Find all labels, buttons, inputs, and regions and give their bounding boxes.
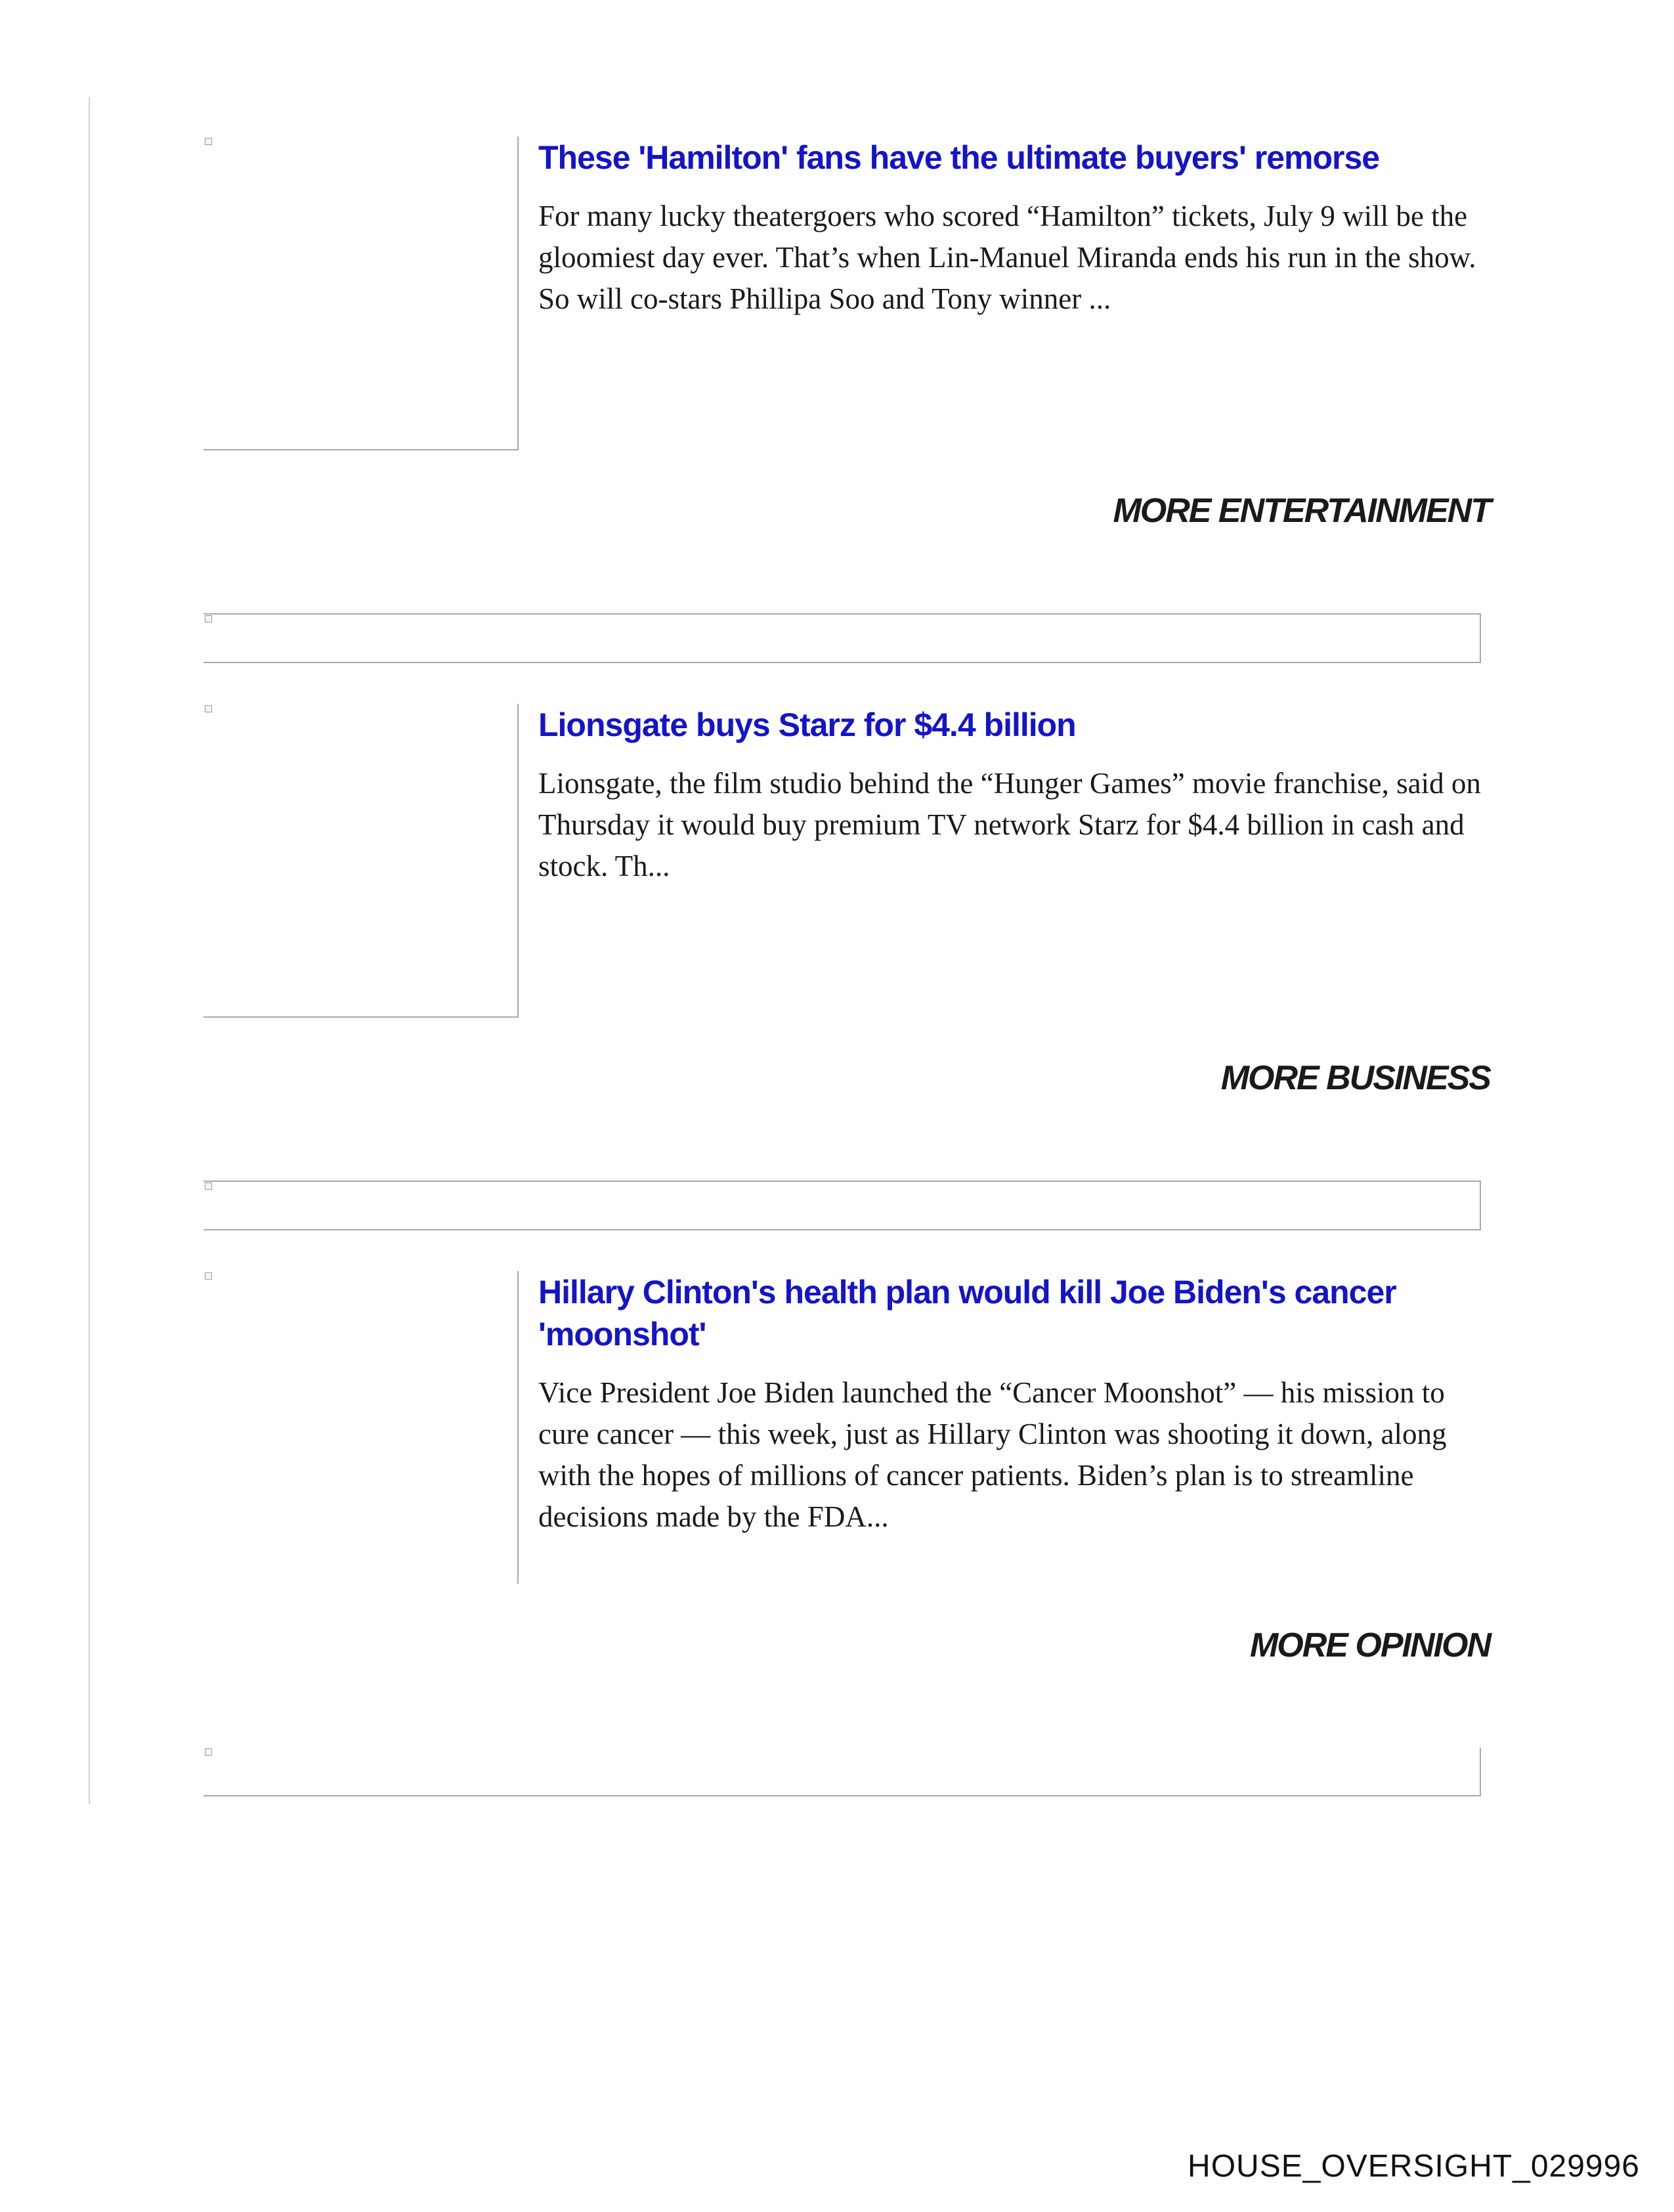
story-summary: Lionsgate, the film studio behind the “Hunger Games” movie franchise, said on Thursday it would buy premium TV network Starz for $4.4 billion in cash and stock. Th... <box>538 767 1481 882</box>
broken-image-icon <box>205 138 212 145</box>
image-placeholder-note <box>214 705 450 708</box>
story-headline-link[interactable]: These 'Hamilton' fans have the ultimate buyers' remorse <box>538 139 1380 176</box>
left-margin-rule <box>89 97 90 1804</box>
more-opinion-link[interactable]: MORE OPINION <box>1249 1626 1490 1664</box>
story-card-entertainment <box>204 137 1490 452</box>
story-thumbnail-placeholder[interactable] <box>204 704 519 1018</box>
ad-placeholder-box <box>204 1181 1481 1230</box>
broken-image-icon <box>205 615 212 622</box>
story-text <box>538 704 1490 887</box>
image-placeholder-note <box>214 1748 450 1752</box>
image-placeholder-note <box>214 1182 450 1186</box>
broken-image-icon <box>205 705 212 712</box>
story-card-opinion <box>204 1271 1490 1586</box>
story-headline-link[interactable]: Hillary Clinton's health plan would kill Joe Biden's cancer 'moonshot' <box>538 1274 1396 1353</box>
story-thumbnail-placeholder[interactable] <box>204 137 519 450</box>
story-text <box>538 1271 1490 1538</box>
story-headline-link[interactable]: Lionsgate buys Starz for $4.4 billion <box>538 706 1076 743</box>
image-placeholder-note <box>214 137 450 141</box>
ad-placeholder-box <box>204 1748 1481 1796</box>
broken-image-icon <box>205 1748 212 1756</box>
story-thumbnail-placeholder[interactable] <box>204 1271 519 1584</box>
ad-placeholder-box <box>204 613 1481 663</box>
broken-image-icon <box>205 1182 212 1190</box>
story-summary: Vice President Joe Biden launched the “Cancer Moonshot” — his mission to cure cancer — this week, just as Hillary Clinton was shooting it down, along with the hopes of millions of cancer patients. Biden’s plan is to streamline decisions made by the FDA... <box>538 1376 1447 1533</box>
image-placeholder-note <box>214 1272 450 1276</box>
story-text <box>538 137 1490 320</box>
document-id-footer: HOUSE_OVERSIGHT_029996 <box>1188 2149 1640 2184</box>
more-entertainment-link[interactable]: MORE ENTERTAINMENT <box>1113 492 1490 530</box>
story-summary: For many lucky theatergoers who scored “Hamilton” tickets, July 9 will be the gloomiest day ever. That’s when Lin-Manuel Miranda ends his run in the show. So will co-stars Phillipa Soo and Tony winner ... <box>538 200 1476 315</box>
story-card-business <box>204 704 1490 1019</box>
more-business-link[interactable]: MORE BUSINESS <box>1220 1059 1490 1097</box>
broken-image-icon <box>205 1272 212 1280</box>
image-placeholder-note <box>214 615 450 619</box>
